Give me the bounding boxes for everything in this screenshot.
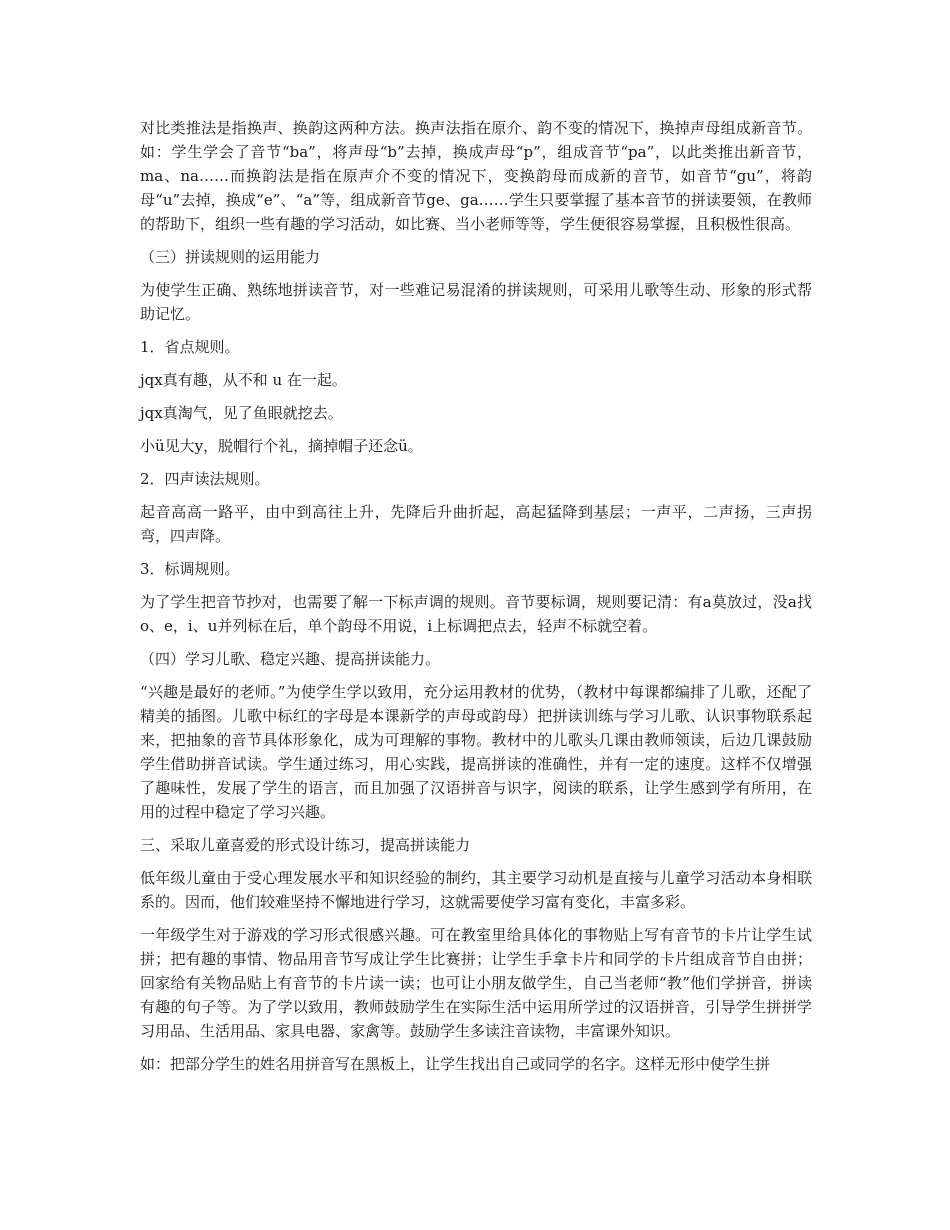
paragraph-interest: “兴趣是最好的老师。”为使学生学以致用，充分运用教材的优势，（教材中每课都编排了儿歌，还配了精美的插图。儿歌中标红的字母是本课新学的声母或韵母）把拼读训练与学习儿歌、认识事物联系起来，把抽象的音节具体形象化，成为可理解的事物。教材中的儿歌头几课由教师领读，后边几课鼓励学生借助拼音试读。学生通过练习，用心实践，提高拼读的准确性，并有一定的速度。这样不仅增强了趣味性，发展了学生的语言，而且加强了汉语拼音与识字，阅读的联系，让学生感到学有所用，在用的过程中稳定了学习兴趣。 — [140, 683, 812, 821]
paragraph-analogy-method: 对比类推法是指换声、换韵这两种方法。换声法指在原介、韵不变的情况下，换掉声母组成新音节。如：学生学会了音节“ba”，将声母“b”去掉，换成声母“p”，组成音节“pa”，以此类推出新音节，ma、na……而换韵法是指在原声介不变的情况下，变换韵母而成新的音节，如音节“gu”，将韵母“u”去掉，换成“e”、“a”等，组成新音节ge、ga……学生只要掌握了基本音节的拼读要领，在教师的帮助下，组织一些有趣的学习活动，如比赛、当小老师等等，学生便很容易掌握，且积极性很高。 — [140, 119, 812, 233]
heading-learn-rhymes: （四）学习儿歌、稳定兴趣、提高拼读能力。 — [140, 650, 441, 668]
paragraph-motivation: 低年级儿童由于受心理发展水平和知识经验的制约，其主要学习动机是直接与儿童学习活动本身相联系的。因而，他们较难坚持不懈地进行学习，这就需要使学习富有变化，丰富多彩。 — [140, 869, 812, 911]
paragraph-rules-intro: 为使学生正确、熟练地拼读音节，对一些难记易混淆的拼读规则，可采用儿歌等生动、形象的形式帮助记忆。 — [140, 281, 812, 323]
heading-section-three: 三、采取儿童喜爱的形式设计练习，提高拼读能力 — [140, 836, 471, 854]
paragraph-games: 一年级学生对于游戏的学习形式很感兴趣。可在教室里给具体化的事物贴上写有音节的卡片让学生试拼；把有趣的事情、物品用音节写成让学生比赛拼；让学生手拿卡片和同学的卡片组成音节自由拼；回家给有关物品贴上有音节的卡片读一读；也可让小朋友做学生，自己当老师“教”他们学拼音，拼读有趣的句子等。为了学以致用，教师鼓励学生在实际生活中运用所学过的汉语拼音，引导学生拼拼学习用品、生活用品、家具电器、家禽等。鼓励学生多读注音读物，丰富课外知识。 — [140, 926, 812, 1040]
rule-2-heading: 2．四声读法规则。 — [140, 470, 270, 488]
rhyme-line-3: 小ü见大y，脱帽行个礼，摘掉帽子还念ü。 — [140, 437, 423, 455]
rule-3-heading: 3．标调规则。 — [140, 560, 240, 578]
rhyme-line-1: jqx真有趣，从不和 u 在一起。 — [140, 371, 347, 389]
paragraph-names-example: 如：把部分学生的姓名用拼音写在黑板上，让学生找出自己或同学的名字。这样无形中使学生拼 — [140, 1055, 771, 1073]
heading-spelling-rules: （三）拼读规则的运用能力 — [140, 248, 321, 266]
rule-1-heading: 1．省点规则。 — [140, 338, 240, 356]
document-page — [140, 116, 812, 1085]
paragraph-four-tones: 起音高高一路平，由中到高往上升，先降后升曲折起，高起猛降到基层；一声平，二声扬，三声拐弯，四声降。 — [140, 503, 812, 545]
rhyme-line-2: jqx真淘气，见了鱼眼就挖去。 — [140, 404, 343, 422]
paragraph-tone-marking: 为了学生把音节抄对，也需要了解一下标声调的规则。音节要标调，规则要记清：有a莫放过，没a找o、e，i、u并列标在后，单个韵母不用说，i上标调把点去，轻声不标就空着。 — [140, 593, 812, 635]
